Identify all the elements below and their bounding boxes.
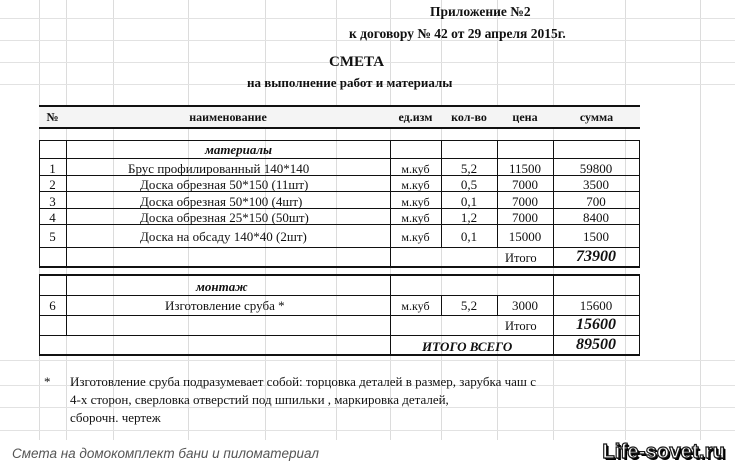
- col-header-price: цена: [512, 110, 538, 124]
- grand-total-value: 89500: [576, 336, 616, 353]
- section-materials: материалы: [205, 142, 273, 157]
- contract-reference: к договору № 42 от 29 апреля 2015г.: [349, 26, 566, 41]
- spreadsheet-sheet: Приложение №2 к договору № 42 от 29 апреля 2015г. СМЕТА на выполнение работ и материалы № наименование ед.изм кол-во цена сумма материалы 1 Брус профилированный 140*140 м.куб 5,2 11500 59800 2 Доска обрезная 50*150 (11шт) м.куб 0,5 7000 3500 3 Доска обрезная 50*100 (4шт) м.куб 0,1 7000 700 4 Доска обрезная 25*150 (50шт) м.куб 1,2 7000 8400 5 Доска на обсаду 140*40 (2шт) м.куб 0,1 15000 1500 Итого 73900 монтаж 6 Изготовление сруба * м.куб 5,2 3000 15600 Итого 15600 ИТОГО ВСЕГО 89500 * Изготовление сруба подразумевает собой: торцовка деталей в размер, зарубка чаш с 4-х сторон, сверловка отверстий под шпильки , маркировка деталей, сборочн. чертеж: [0, 0, 735, 440]
- materials-total-value: 73900: [576, 248, 616, 265]
- footnote-line-3: сборочн. чертеж: [70, 410, 161, 425]
- materials-total-label: Итого: [505, 251, 537, 265]
- col-header-unit: ед.изм: [398, 110, 433, 124]
- grand-total-label: ИТОГО ВСЕГО: [422, 339, 513, 354]
- document-title: СМЕТА: [329, 54, 385, 70]
- section-assembly: монтаж: [196, 279, 248, 294]
- footnote-mark: *: [44, 374, 51, 389]
- footnote-line-2: 4-х сторон, сверловка отверстий под шпильки , маркировка деталей,: [70, 392, 449, 407]
- footnote-line-1: Изготовление сруба подразумевает собой: торцовка деталей в размер, зарубка чаш с: [70, 374, 536, 389]
- col-header-number: №: [46, 110, 59, 124]
- document-subtitle: на выполнение работ и материалы: [247, 75, 453, 90]
- site-watermark-logo: Life-sovet.ru: [602, 441, 725, 463]
- assembly-total-label: Итого: [505, 319, 537, 333]
- col-header-name: наименование: [189, 110, 267, 124]
- col-header-qty: кол-во: [451, 110, 487, 124]
- image-caption: Смета на домокомплект бани и пиломатериал: [12, 446, 319, 461]
- col-header-sum: сумма: [579, 110, 614, 124]
- assembly-total-value: 15600: [576, 316, 616, 333]
- appendix-label: Приложение №2: [430, 4, 531, 19]
